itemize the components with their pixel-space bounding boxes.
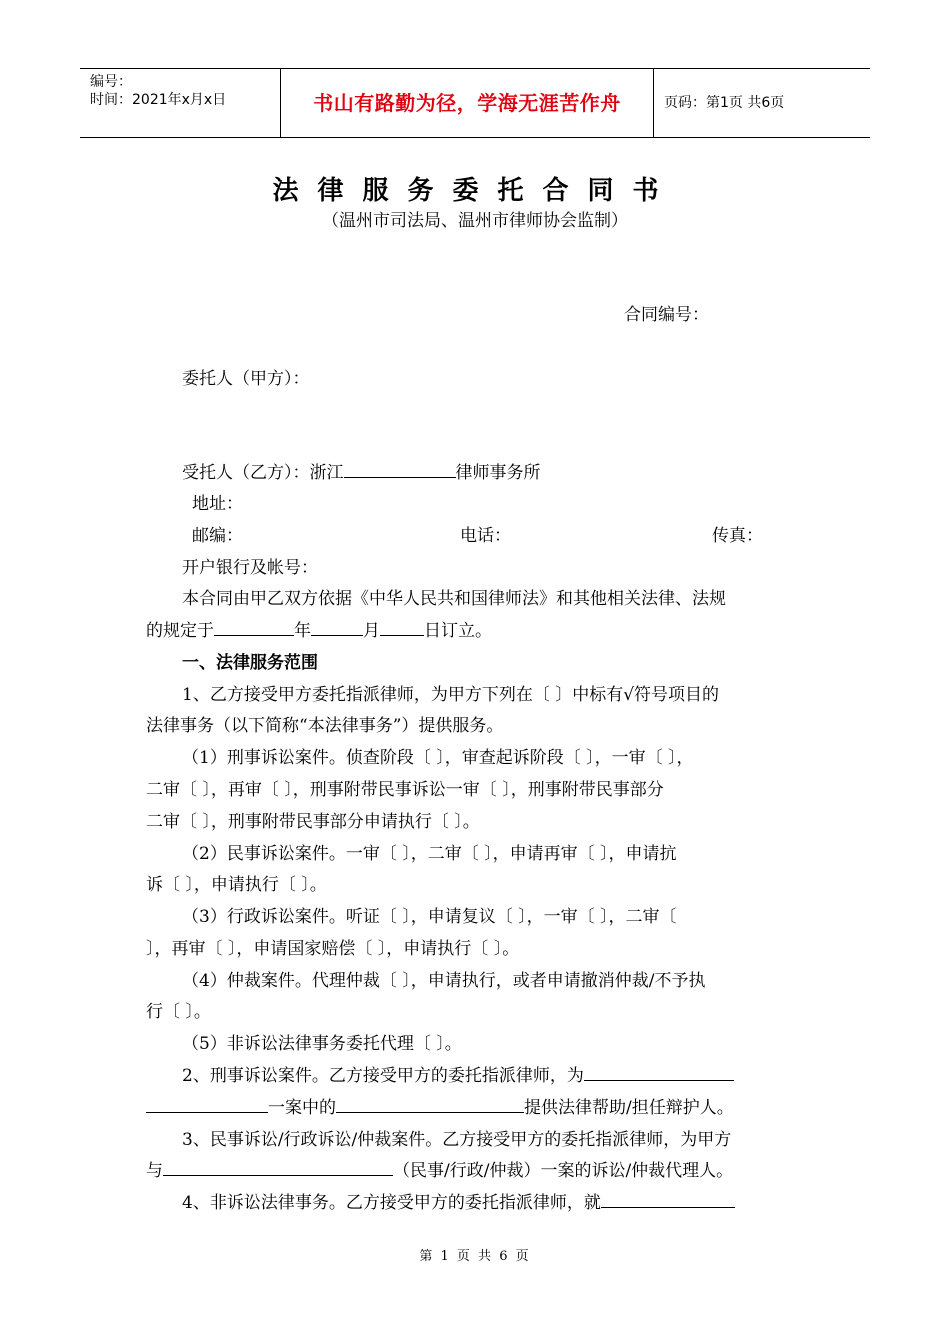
item-1-line-3: 二审〔 〕，刑事附带民事部分申请执行〔 〕。 xyxy=(146,812,480,832)
header-table xyxy=(80,68,870,138)
document-subtitle: （温州市司法局、温州市律师协会监制） xyxy=(322,211,628,231)
phone-label: 电话： xyxy=(460,526,511,546)
time-label: 时间：2021年x月x日 xyxy=(90,92,227,108)
item-1-line-2: 二审〔 〕，再审〔 〕，刑事附带民事诉讼一审〔 〕，刑事附带民事部分 xyxy=(146,780,664,800)
clause-2-blank-2 xyxy=(146,1094,268,1113)
clause-2-line-1 xyxy=(182,1062,734,1090)
item-1-line-1: （1）刑事诉讼案件。侦查阶段〔 〕，审查起诉阶段〔 〕，一审〔 〕， xyxy=(182,748,694,768)
item-3-line-1: （3）行政诉讼案件。听证〔 〕，申请复议〔 〕，一审〔 〕，二审〔 xyxy=(182,907,677,927)
motto: 书山有路勤为径，学海无涯苦作舟 xyxy=(313,91,621,115)
agent-line xyxy=(182,459,541,487)
clause-2-role: 提供法律帮助/担任辩护人。 xyxy=(524,1098,734,1118)
agent-prefix: 受托人（乙方）：浙江 xyxy=(182,463,344,483)
clause-1-line-1: 1、乙方接受甲方委托指派律师，为甲方下列在〔 〕中标有√符号项目的 xyxy=(182,685,720,705)
clause-3-with: 与 xyxy=(146,1161,163,1181)
clause-4-text: 4、非诉讼法律事务。乙方接受甲方的委托指派律师，就 xyxy=(182,1193,601,1213)
page-label: 页码：第1页 共6页 xyxy=(664,95,785,111)
intro-line-1: 本合同由甲乙双方依据《中华人民共和国律师法》和其他相关法律、法规 xyxy=(182,589,726,609)
day-blank xyxy=(380,617,424,636)
item-2-line-1: （2）民事诉讼案件。一审〔 〕，二审〔 〕，申请再审〔 〕，申请抗 xyxy=(182,844,677,864)
year-blank xyxy=(214,617,294,636)
postcode-label: 邮编： xyxy=(192,526,243,546)
year-label: 年 xyxy=(294,621,311,641)
clause-4-blank xyxy=(601,1189,735,1208)
month-label: 月 xyxy=(363,621,380,641)
clause-4-line-1 xyxy=(182,1189,735,1217)
item-5-line-1: （5）非诉讼法律事务委托代理〔 〕。 xyxy=(182,1034,462,1054)
clause-2-line-2 xyxy=(146,1094,734,1122)
item-4-line-1: （4）仲裁案件。代理仲裁〔 〕，申请执行，或者申请撤消仲裁/不予执 xyxy=(182,971,706,991)
address-label: 地址： xyxy=(192,494,243,514)
clause-2-text: 2、刑事诉讼案件。乙方接受甲方的委托指派律师，为 xyxy=(182,1066,584,1086)
item-4-line-2: 行〔 〕。 xyxy=(146,1002,211,1022)
fax-label: 传真： xyxy=(712,526,763,546)
header-motto-cell xyxy=(280,69,654,137)
item-2-line-2: 诉〔 〕，申请执行〔 〕。 xyxy=(146,875,327,895)
contract-number-label: 合同编号： xyxy=(624,305,709,325)
month-blank xyxy=(311,617,363,636)
number-label: 编号： xyxy=(90,74,132,90)
clause-1-line-2: 法律事务（以下简称“本法律事务”）提供服务。 xyxy=(146,716,504,736)
client-label: 委托人（甲方）： xyxy=(182,369,310,389)
clause-2-blank-3 xyxy=(336,1094,524,1113)
bank-label: 开户银行及帐号： xyxy=(182,558,318,578)
clause-3-blank xyxy=(163,1157,393,1176)
clause-3-role: （民事/行政/仲裁）一案的诉讼/仲裁代理人。 xyxy=(393,1161,734,1181)
intro-date-prefix: 的规定于 xyxy=(146,621,214,641)
page-footer: 第 1 页 共 6 页 xyxy=(419,1249,531,1264)
day-label: 日订立。 xyxy=(424,621,492,641)
item-3-line-2: 〕，再审〔 〕，申请国家赔偿〔 〕，申请执行〔 〕。 xyxy=(146,939,520,959)
clause-3-line-1: 3、民事诉讼/行政诉讼/仲裁案件。乙方接受甲方的委托指派律师，为甲方 xyxy=(182,1130,732,1150)
header-right-cell xyxy=(654,69,870,137)
intro-line-2 xyxy=(146,617,492,645)
firm-name-blank xyxy=(344,459,456,478)
header-left-cell xyxy=(80,69,280,137)
clause-2-blank-1 xyxy=(584,1062,734,1081)
clause-3-line-2 xyxy=(146,1157,733,1185)
document-title: 法律服务委托合同书 xyxy=(272,176,678,206)
clause-2-case-label: 一案中的 xyxy=(268,1098,336,1118)
agent-suffix: 律师事务所 xyxy=(455,463,541,483)
section-heading-1: 一、法律服务范围 xyxy=(182,653,318,673)
